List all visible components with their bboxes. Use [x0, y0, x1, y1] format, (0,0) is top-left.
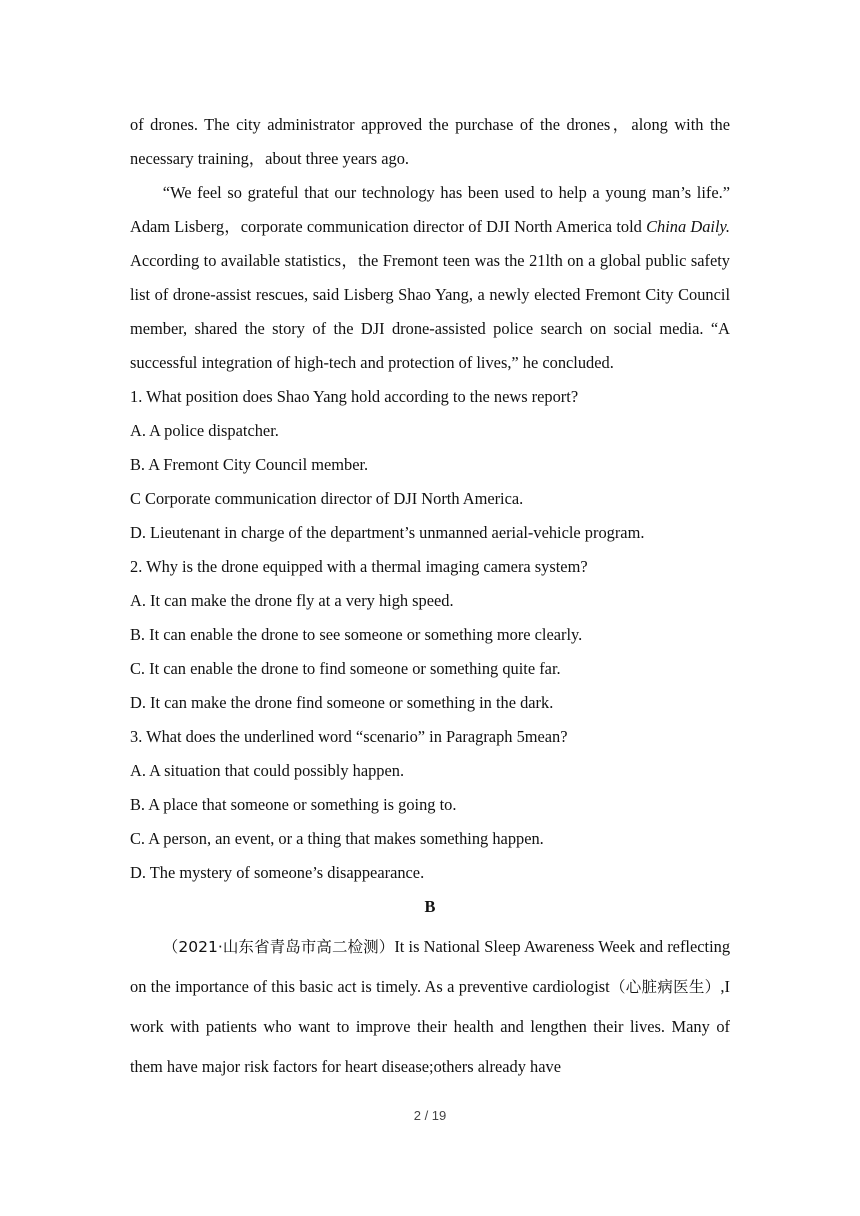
chinese-gloss: （心脏病医生）	[609, 978, 721, 996]
paragraph-a-2-start: “We feel so grateful that our technology has been used to help a young man’s life.” Adam Lisberg，corporate communication director of DJI North America told	[130, 183, 730, 236]
question-1-option-d: D. Lieutenant in charge of the department’s unmanned aerial-vehicle program.	[130, 523, 645, 542]
paragraph-b-1-continued: ,I work with patients who want to improve their health and lengthen their lives. Many of them have major risk factors for heart disease;others already have	[130, 977, 730, 1076]
question-2-option-a: A. It can make the drone fly at a very high speed.	[130, 591, 454, 610]
question-1-stem: 1. What position does Shao Yang hold according to the news report?	[130, 387, 579, 406]
question-1-option-b: B. A Fremont City Council member.	[130, 455, 369, 474]
section-b-heading: B	[424, 897, 436, 916]
question-2-option-d: D. It can make the drone find someone or something in the dark.	[130, 693, 554, 712]
paragraph-b-1-text: It is National Sleep Awareness Week and reflecting on the importance of this basic act is timely. As a preventive cardiologist	[130, 937, 731, 996]
newspaper-name: China Daily.	[646, 217, 730, 236]
question-3-option-c: C. A person, an event, or a thing that makes something happen.	[130, 829, 544, 848]
page-content	[130, 108, 730, 1087]
question-2-stem: 2. Why is the drone equipped with a thermal imaging camera system?	[130, 557, 588, 576]
question-2	[130, 550, 730, 720]
source-note: （2021·山东省青岛市高二检测）	[162, 938, 395, 956]
question-1-option-c: C Corporate communication director of DJI North America.	[130, 489, 524, 508]
question-3-option-d: D. The mystery of someone’s disappearance.	[130, 863, 425, 882]
paragraph-a-2	[130, 176, 730, 380]
paragraph-b-1	[130, 927, 730, 1087]
question-1-option-a: A. A police dispatcher.	[130, 421, 279, 440]
question-1	[130, 380, 730, 550]
question-3-stem: 3. What does the underlined word “scenario” in Paragraph 5mean?	[130, 727, 568, 746]
page-number: 2 / 19	[413, 1108, 447, 1123]
question-2-option-b: B. It can enable the drone to see someone or something more clearly.	[130, 625, 583, 644]
paragraph-a-2-rest: According to available statistics，the Fremont teen was the 21lth on a global public safety list of drone-assist rescues, said Lisberg Shao Yang, a newly elected Fremont City Council member, shared the story of the DJI drone-assisted police search on social media. “A successful integration of high-tech and protection of lives,” he concluded.	[130, 251, 730, 372]
question-2-option-c: C. It can enable the drone to find someone or something quite far.	[130, 659, 561, 678]
question-3-option-b: B. A place that someone or something is going to.	[130, 795, 457, 814]
paragraph-a-1: of drones. The city administrator approved the purchase of the drones，along with the necessary training，about three years ago.	[130, 115, 730, 168]
question-3	[130, 720, 730, 890]
question-3-option-a: A. A situation that could possibly happen.	[130, 761, 405, 780]
